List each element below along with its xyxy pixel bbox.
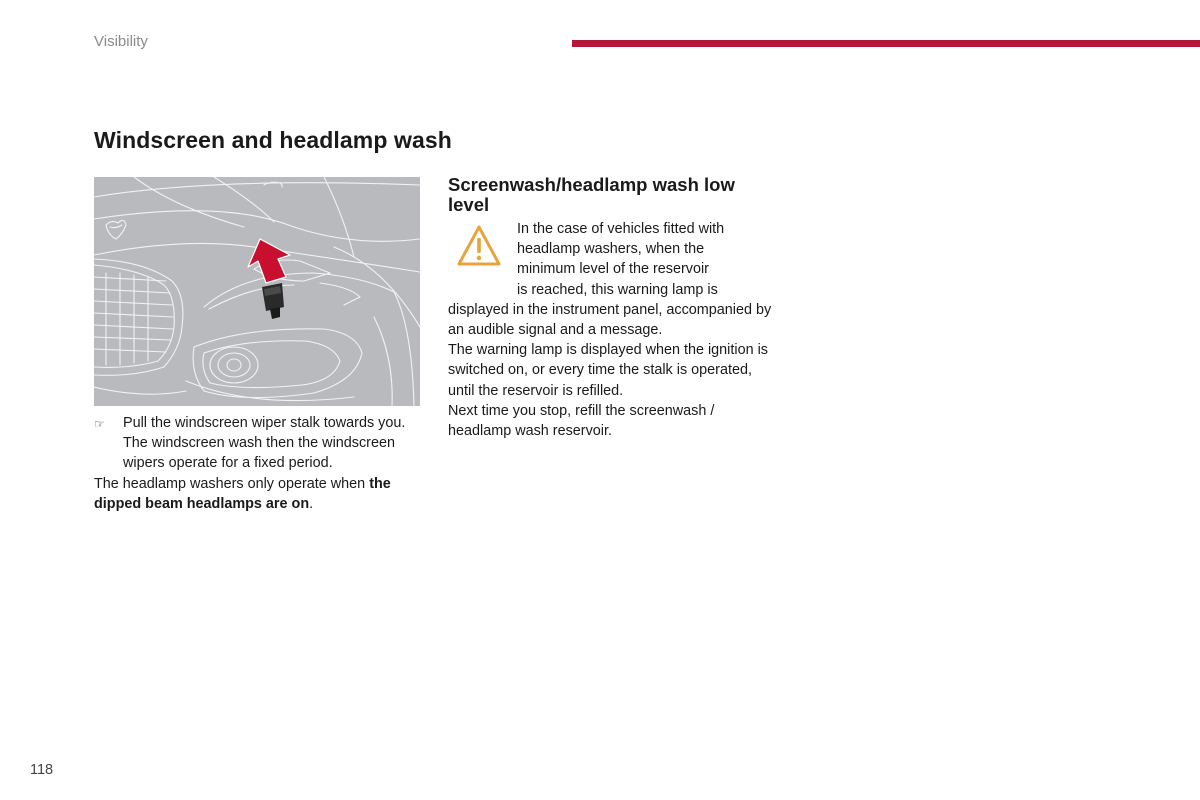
headlamp-washer-note xyxy=(94,474,424,514)
pointing-hand-icon: ☞ xyxy=(94,417,105,431)
right-column xyxy=(448,175,778,441)
page-title: Windscreen and headlamp wash xyxy=(94,127,452,153)
warning-continuation: displayed in the instrument panel, accompanied by an audible signal and a message. xyxy=(448,301,772,339)
instruction-text: Pull the windscreen wiper stalk towards you. The windscreen wash then the windscreen wipers operate for a fixed period. xyxy=(123,415,406,472)
note-prefix: The headlamp washers only operate when xyxy=(94,475,370,492)
page-number: 118 xyxy=(30,762,54,778)
warning-line: is reached, this warning lamp is xyxy=(517,281,718,298)
warning-display-paragraph: The warning lamp is displayed when the ignition is switched on, or every time the stalk is operated, until the reservoir is refilled. xyxy=(448,342,768,399)
warning-line: minimum level of the reservoir xyxy=(517,261,709,278)
refill-paragraph: Next time you stop, refill the screenwash / headlamp wash reservoir. xyxy=(448,402,715,440)
warning-triangle-icon xyxy=(456,224,502,268)
section-subtitle: Screenwash/headlamp wash low level xyxy=(448,174,735,215)
warning-line: headlamp washers, when the xyxy=(517,241,705,258)
note-bold: the dipped beam headlamps are on xyxy=(94,475,391,512)
section-label: Visibility xyxy=(94,33,148,50)
left-column xyxy=(94,413,424,514)
note-suffix: . xyxy=(309,495,314,512)
warning-block xyxy=(448,219,778,300)
header-accent-bar xyxy=(572,40,1200,47)
warning-line: In the case of vehicles fitted with xyxy=(517,221,725,237)
instruction-bullet xyxy=(94,413,424,474)
car-front-wiper-stalk-illustration xyxy=(94,177,420,406)
